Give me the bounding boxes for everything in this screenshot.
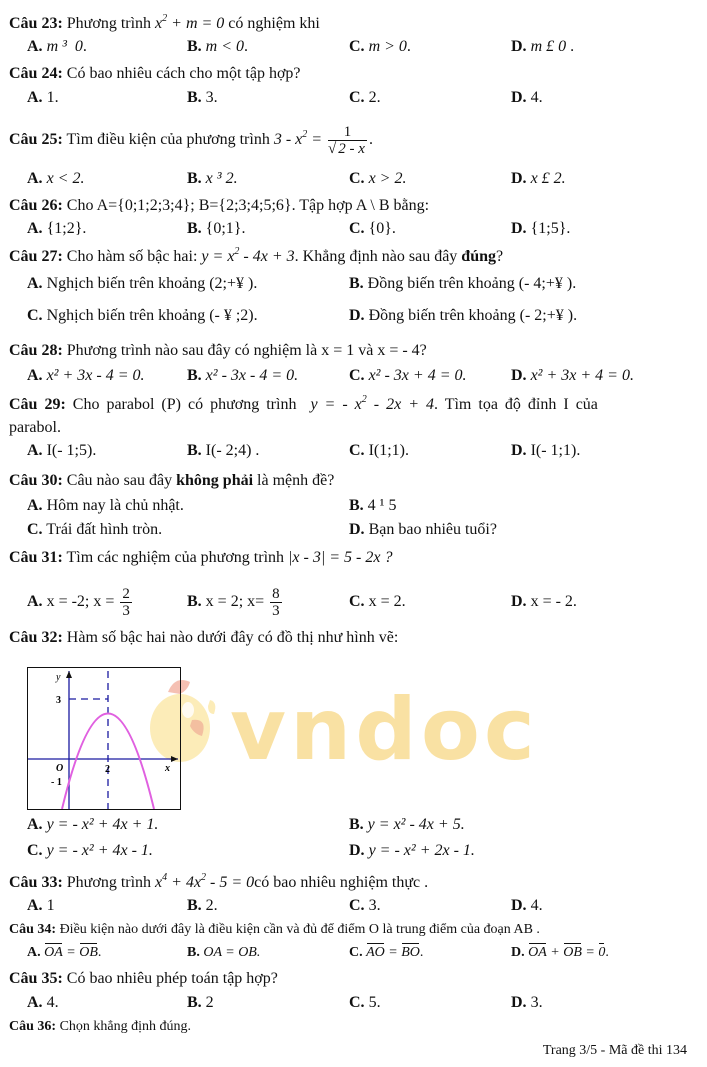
q32-options-ab bbox=[0, 815, 707, 835]
question-36: Câu 36: Chọn khẳng định đúng. bbox=[9, 1019, 192, 1034]
q24-option-c[interactable]: C. 2. bbox=[349, 89, 381, 106]
q29-option-a[interactable]: A. I(- 1;5). bbox=[27, 442, 97, 459]
q25-option-a[interactable]: A. x < 2. bbox=[27, 170, 85, 187]
q28-option-b[interactable]: B. x² - 3x - 4 = 0. bbox=[187, 367, 299, 384]
q35-option-a[interactable]: A. 4. bbox=[27, 994, 59, 1011]
question-26: Câu 26: Cho A={0;1;2;3;4}; B={2;3;4;5;6}. Tập hợp A \ B bằng: bbox=[9, 197, 430, 214]
q23-option-a[interactable]: A. m ³ 0. bbox=[27, 38, 87, 55]
q23-options bbox=[0, 37, 707, 57]
svg-text:x: x bbox=[165, 763, 170, 774]
q34-options bbox=[0, 943, 707, 963]
q34-option-a[interactable]: A. OA = OB. bbox=[27, 943, 101, 963]
q27-options-cd bbox=[0, 306, 707, 326]
q33-option-d[interactable]: D. 4. bbox=[511, 897, 543, 914]
q33-option-b[interactable]: B. 2. bbox=[187, 897, 218, 914]
q26-options bbox=[0, 219, 707, 239]
q23-option-b[interactable]: B. m < 0. bbox=[187, 38, 249, 55]
q32-option-a[interactable]: A. y = - x² + 4x + 1. bbox=[27, 816, 159, 833]
q23-option-d[interactable]: D. m £ 0 . bbox=[511, 38, 575, 55]
question-31: Câu 31: Tìm các nghiệm của phương trình |x - 3| = 5 - 2x ? bbox=[9, 549, 393, 566]
question-23: Câu 23: Phương trình $x^2 + m = 0$ có nghiệm khi bbox=[9, 13, 320, 32]
q25-option-b[interactable]: B. x ³ 2. bbox=[187, 170, 238, 187]
q30-options-cd bbox=[0, 520, 707, 540]
q32-options-cd bbox=[0, 841, 707, 861]
question-28: Câu 28: Phương trình nào sau đây có nghiệm là x = 1 và x = - 4? bbox=[9, 342, 427, 359]
q30-options-ab bbox=[0, 496, 707, 516]
q33-options bbox=[0, 896, 707, 916]
question-24: Câu 24: Có bao nhiêu cách cho một tập hợp? bbox=[9, 65, 301, 82]
q30-option-d[interactable]: D. Bạn bao nhiêu tuổi? bbox=[349, 521, 497, 538]
q34-option-d[interactable]: D. OA + OB = 0. bbox=[511, 943, 609, 963]
svg-text:- 1: - 1 bbox=[51, 777, 62, 788]
q23-option-c[interactable]: C. m > 0. bbox=[349, 38, 411, 55]
fraction: $\frac{1}{√ 2 - x}$ bbox=[328, 123, 365, 157]
question-32: Câu 32: Hàm số bậc hai nào dưới đây có đồ thị như hình vẽ: bbox=[9, 629, 399, 646]
q31-option-a[interactable]: A. x = -2; x = $\frac{2}{3}$ bbox=[27, 585, 130, 619]
q31-option-d[interactable]: D. x = - 2. bbox=[511, 593, 577, 610]
svg-text:3: 3 bbox=[56, 695, 61, 706]
q24-option-a[interactable]: A. 1. bbox=[27, 89, 59, 106]
q25-options bbox=[0, 169, 707, 189]
q27-options-ab bbox=[0, 274, 707, 294]
q33-option-a[interactable]: A. 1 bbox=[27, 897, 55, 914]
q30-option-b[interactable]: B. 4 ¹ 5 bbox=[349, 497, 397, 514]
q28-option-d[interactable]: D. x² + 3x + 4 = 0. bbox=[511, 367, 634, 384]
question-33: Câu 33: Phương trình $x^4 + 4x^2 - 5$ = 0có bao nhiêu nghiệm thực . bbox=[9, 872, 429, 891]
svg-text:O: O bbox=[56, 763, 64, 774]
parabola-graph bbox=[27, 667, 181, 810]
question-34: Câu 34: Điều kiện nào dưới đây là điều kiện cần và đủ để điểm O là trung điểm của đoạn AB . bbox=[9, 922, 540, 937]
q25-option-d[interactable]: D. x £ 2. bbox=[511, 170, 566, 187]
q24-option-b[interactable]: B. 3. bbox=[187, 89, 218, 106]
q30-option-c[interactable]: C. Trái đất hình tròn. bbox=[27, 521, 163, 538]
q27-option-d[interactable]: D. Đồng biến trên khoảng (- 2;+¥ ). bbox=[349, 307, 578, 324]
q35-option-d[interactable]: D. 3. bbox=[511, 994, 543, 1011]
q29-option-c[interactable]: C. I(1;1). bbox=[349, 442, 409, 459]
q27-option-b[interactable]: B. Đồng biến trên khoảng (- 4;+¥ ). bbox=[349, 275, 577, 292]
question-35: Câu 35: Có bao nhiêu phép toán tập hợp? bbox=[9, 970, 278, 987]
q31-option-b[interactable]: B. x = 2; x= $\frac{8}{3}$ bbox=[187, 585, 280, 619]
q34-option-b[interactable]: B. OA = OB. bbox=[187, 945, 261, 960]
q26-option-c[interactable]: C. {0}. bbox=[349, 220, 396, 237]
q35-option-b[interactable]: B. 2 bbox=[187, 994, 214, 1011]
q24-option-d[interactable]: D. 4. bbox=[511, 89, 543, 106]
question-27: Câu 27: Cho hàm số bậc hai: $y = x^2 - 4x + 3$. Khẳng định nào sau đây đúng? bbox=[9, 246, 504, 265]
q28-option-c[interactable]: C. x² - 3x + 4 = 0. bbox=[349, 367, 467, 384]
q26-option-d[interactable]: D. {1;5}. bbox=[511, 220, 571, 237]
question-29: Câu 29: Cho parabol (P) có phương trình y = - $x^2 - 2x + 4$. Tìm tọa độ đỉnh I của bbox=[9, 394, 598, 413]
q29-option-d[interactable]: D. I(- 1;1). bbox=[511, 442, 581, 459]
q28-option-a[interactable]: A. x² + 3x - 4 = 0. bbox=[27, 367, 145, 384]
q25-option-c[interactable]: C. x > 2. bbox=[349, 170, 407, 187]
q32-option-d[interactable]: D. y = - x² + 2x - 1. bbox=[349, 842, 475, 859]
q32-option-b[interactable]: B. y = x² - 4x + 5. bbox=[349, 816, 465, 833]
q35-option-c[interactable]: C. 5. bbox=[349, 994, 381, 1011]
q32-option-c[interactable]: C. y = - x² + 4x - 1. bbox=[27, 842, 153, 859]
question-29-line2: parabol. bbox=[9, 419, 61, 436]
svg-text:2: 2 bbox=[105, 764, 110, 775]
vndoc-watermark: vndoc bbox=[230, 680, 539, 780]
q31-option-c[interactable]: C. x = 2. bbox=[349, 593, 406, 610]
page-footer: Trang 3/5 - Mã đề thi 134 bbox=[542, 1043, 687, 1058]
q24-options bbox=[0, 88, 707, 108]
q34-option-c[interactable]: C. AO = BO. bbox=[349, 943, 423, 963]
question-30: Câu 30: Câu nào sau đây không phải là mệnh đề? bbox=[9, 472, 335, 489]
q27-option-c[interactable]: C. Nghịch biến trên khoảng (- ¥ ;2). bbox=[27, 307, 258, 324]
q27-option-a[interactable]: A. Nghịch biến trên khoảng (2;+¥ ). bbox=[27, 275, 258, 292]
q26-option-a[interactable]: A. {1;2}. bbox=[27, 220, 87, 237]
q29-options bbox=[0, 441, 707, 461]
y-axis-label: y bbox=[56, 672, 61, 683]
q33-option-c[interactable]: C. 3. bbox=[349, 897, 381, 914]
q35-options bbox=[0, 993, 707, 1013]
q26-option-b[interactable]: B. {0;1}. bbox=[187, 220, 246, 237]
question-25: Câu 25: Tìm điều kiện của phương trình $3 - x^2$ = $\frac{1}{√ 2 - x}$ . bbox=[9, 123, 373, 157]
q30-option-a[interactable]: A. Hôm nay là chủ nhật. bbox=[27, 497, 184, 514]
q28-options bbox=[0, 366, 707, 386]
q29-option-b[interactable]: B. I(- 2;4) . bbox=[187, 442, 260, 459]
q31-options bbox=[0, 585, 707, 619]
